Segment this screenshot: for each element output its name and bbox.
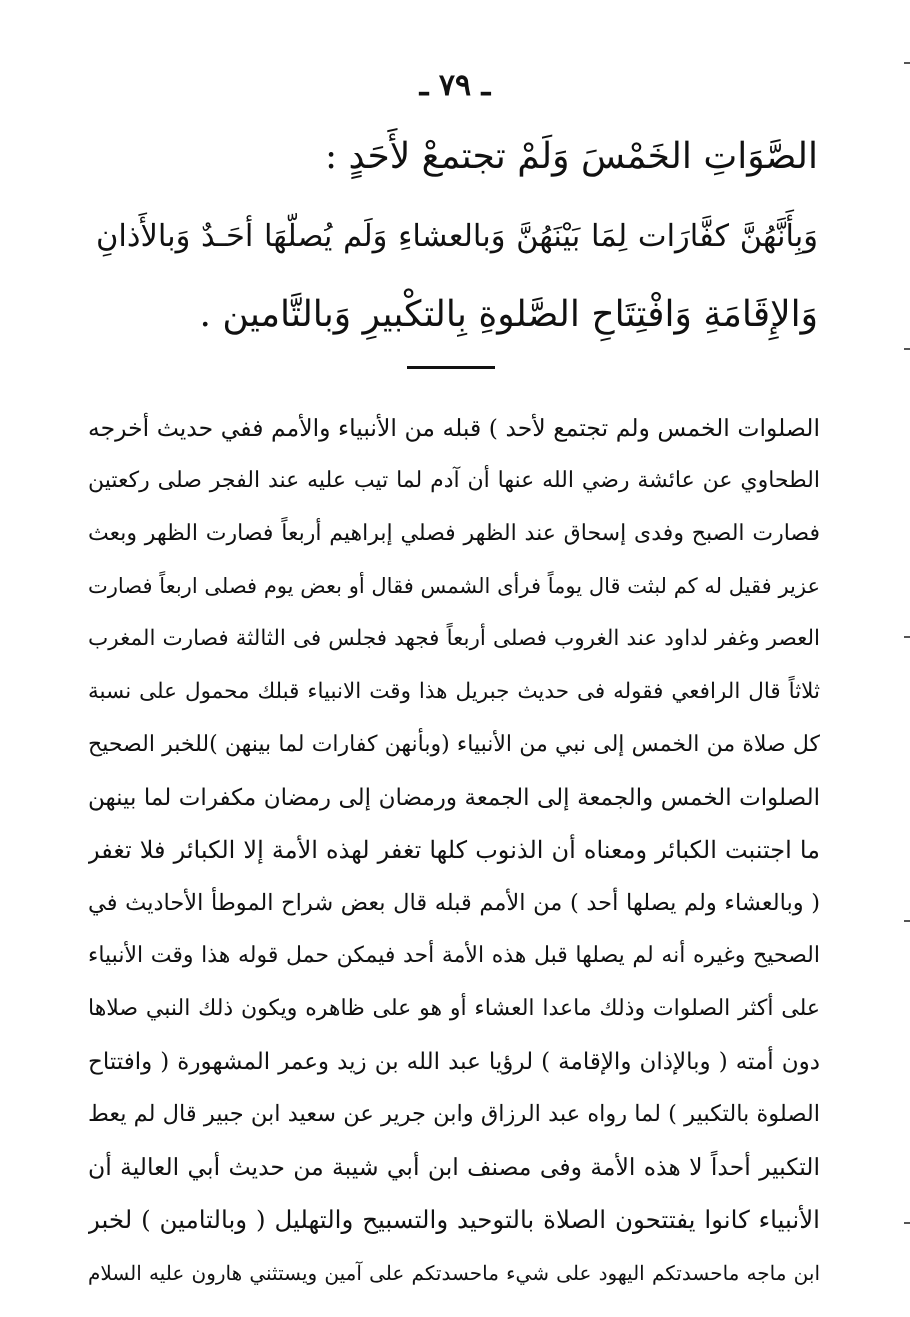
section-divider <box>407 366 495 369</box>
commentary-line: الطحاوي عن عائشة رضي الله عنها أن آدم لما تيب عليه عند الفجر صلى ركعتين <box>88 467 820 493</box>
scan-edge-mark <box>904 920 910 922</box>
commentary-line: فصارت الصبح وفدى إسحاق عند الظهر فصلي إبراهيم أربعاً فصارت الظهر وبعث <box>88 520 820 546</box>
commentary-line: ما اجتنبت الكبائر ومعناه أن الذنوب كلها تغفر لهذه الأمة إلا الكبائر فلا تغفر <box>88 836 820 865</box>
commentary-line: كل صلاة من الخمس إلى نبي من الأنبياء (وبأنهن كفارات لما بينهن )للخبر الصحيح <box>88 731 820 757</box>
commentary-line: الصلوات الخمس ولم تجتمع لأحد ) قبله من الأنبياء والأمم ففي حديث أخرجه <box>88 414 820 442</box>
matn-line-3: وَالإِقَامَةِ وَافْتِتَاحِ الصَّلوةِ بِالتكْبيرِ وَبالتَّامين . <box>199 294 818 335</box>
page-number: ـ ٧٩ ـ <box>419 68 491 103</box>
commentary-line: ابن ماجه ماحسدتكم اليهود على شيء ماحسدتكم على آمين ويستثني هارون عليه السلام <box>88 1260 820 1285</box>
matn-line-1: الصَّوَاتِ الخَمْسَ وَلَمْ تجتمعْ لأَحَدٍ : <box>324 136 818 177</box>
commentary-line: الصحيح وغيره أنه لم يصلها قبل هذه الأمة أحد فيمكن حمل قوله هذا وقت الأنبياء <box>88 942 820 968</box>
matn-line-2: وَبِأَنَّهُنَّ كفَّارَات لِمَا بَيْنَهُنَّ وَبالعشاءِ وَلَم يُصلّهَا أحَـدٌ وَبالأَذانِ <box>96 219 818 254</box>
commentary-line: التكبير أحداً لا هذه الأمة وفى مصنف ابن أبي شيبة من حديث أبي العالية أن <box>88 1153 820 1182</box>
scan-edge-mark <box>904 348 910 350</box>
scan-edge-mark <box>904 1222 910 1224</box>
commentary-block <box>88 402 820 1300</box>
commentary-line: ( وبالعشاء ولم يصلها أحد ) من الأمم قبله قال بعض شراح الموطأ الأحاديث في <box>88 890 820 917</box>
commentary-line: دون أمته ( وبالإذان والإقامة ) لرؤيا عبد الله بن زيد وعمر المشهورة ( وافتتاح <box>88 1048 820 1075</box>
commentary-line: الصلوات الخمس والجمعة إلى الجمعة ورمضان إلى رمضان مكفرات لما بينهن <box>88 784 820 811</box>
commentary-line: عزير فقيل له كم لبثت قال يوماً فرأى الشمس فقال أو بعض يوم فصلى اربعاً فصارت <box>88 574 820 599</box>
commentary-line: الأنبياء كانوا يفتتحون الصلاة بالتوحيد والتسبيح والتهليل ( وبالتامين ) لخبر <box>88 1204 820 1234</box>
commentary-line: على أكثر الصلوات وذلك ماعدا العشاء أو هو على ظاهره ويكون ذلك النبي صلاها <box>88 995 820 1021</box>
scan-edge-mark <box>904 62 910 64</box>
commentary-line: العصر وغفر لداود عند الغروب فصلى أربعاً فجهد فجلس فى الثالثة فصارت المغرب <box>88 626 820 652</box>
scan-edge-mark <box>904 636 910 638</box>
commentary-line: الصلوة بالتكبير ) لما رواه عبد الرزاق وابن جرير عن سعيد ابن جبير قال لم يعط <box>88 1101 820 1128</box>
commentary-line: ثلاثاً قال الرافعي فقوله فى حديث جبريل هذا وقت الانبياء قبلك محمول على نسبة <box>88 678 820 704</box>
